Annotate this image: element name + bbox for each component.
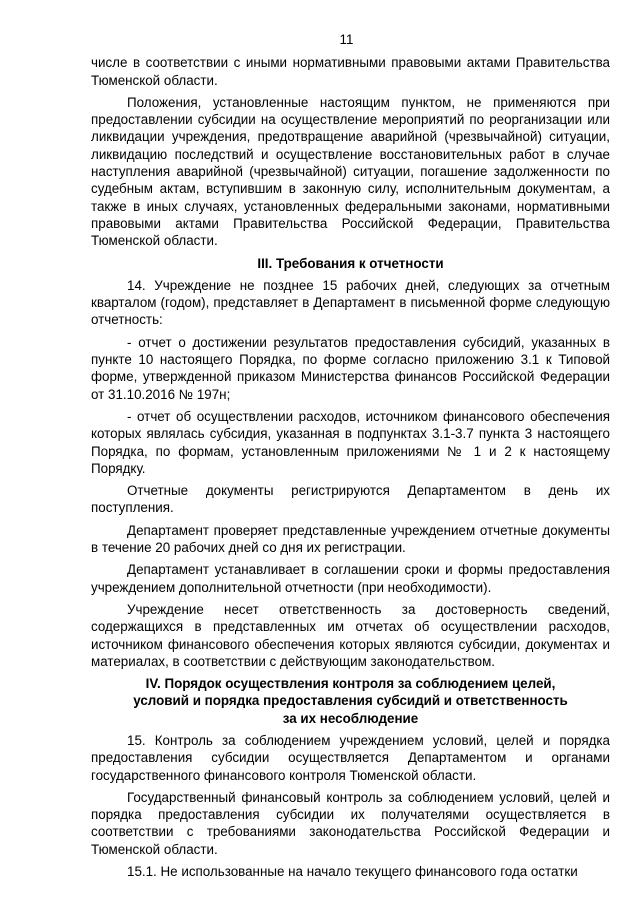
paragraph-clause-15-1: 15.1. Не использованные на начало текущего финансового года остатки: [127, 864, 578, 880]
paragraph-additional-reporting: Департамент устанавливает в соглашении сроки и формы предоставления учреждением дополнительной отчетности (при необходимости).: [91, 562, 610, 595]
section-heading-iii: [91, 255, 610, 272]
heading-line: за их несоблюдение: [282, 710, 419, 726]
paragraph-clause-15: 15. Контроль за соблюдением учреждением условий, целей и порядка предоставления субсидии осуществляется Департаментом и органами государственного финансового контроля Тюменской области.: [91, 732, 610, 783]
heading-line: III. Требования к отчетности: [257, 255, 444, 271]
heading-line: условий и порядка предоставления субсидий и ответственность: [133, 693, 568, 709]
paragraph-responsibility: Учреждение несет ответственность за достоверность сведений, содержащихся в представленных им отчетах об осуществлении расходов, источником финансового обеспечения которых являются субсидии, документах и материалах, в соответствии с действующим законодательством.: [91, 601, 610, 669]
paragraph-report-expenses: - отчет об осуществлении расходов, источником финансового обеспечения которых являлась субсидия, указанная в подпунктах 3.1-3.7 пункта 3 настоящего Порядка, по формам, установленным приложениями № 1 и 2 к настоящему Порядку.: [91, 408, 610, 476]
heading-line: IV. Порядок осуществления контроля за соблюдением целей,: [145, 676, 556, 692]
paragraph-clause-14: 14. Учреждение не позднее 15 рабочих дней, следующих за отчетным кварталом (годом), представляет в Департамент в письменной форме следующую отчетность:: [91, 277, 610, 328]
section-heading-iv: [91, 675, 610, 727]
paragraph-state-control: Государственный финансовый контроль за соблюдением условий, целей и порядка предоставления субсидии их получателями осуществляется в соответствии с требованиями законодательства Российской Федерации и Тюменской области.: [91, 789, 610, 857]
paragraph-registration: Отчетные документы регистрируются Департаментом в день их поступления.: [91, 483, 610, 516]
paragraph-verification: Департамент проверяет представленные учреждением отчетные документы в течение 20 рабочих дней со дня их регистрации.: [91, 522, 610, 556]
page-number: 11: [339, 32, 354, 47]
paragraph-exceptions: Положения, установленные настоящим пунктом, не применяются при предоставлении субсидии на осуществление мероприятий по реорганизации или ликвидации учреждения, предотвращение аварийной (чрезвычайной) ситуации, ликвидацию последствий и осуществление восстановительных работ в случае наступления аварийной (чрезвычайной) ситуации, погашение задолженности по судебным актам, вступившим в законную силу, исполнительным документам, а также в иных случаях, установленных федеральными законами, нормативными правовыми актами Правительства Российской Федерации, Правительства Тюменской области.: [91, 94, 610, 249]
paragraph-continuation: числе в соответствии с иными нормативными правовыми актами Правительства Тюменской области.: [91, 55, 610, 88]
paragraph-report-results: - отчет о достижении результатов предоставления субсидий, указанных в пункте 10 настоящего Порядка, по форме согласно приложению 3.1 к Типовой форме, утвержденной приказом Министерства финансов Российской Федерации от 31.10.2016 № 197н;: [91, 334, 610, 402]
